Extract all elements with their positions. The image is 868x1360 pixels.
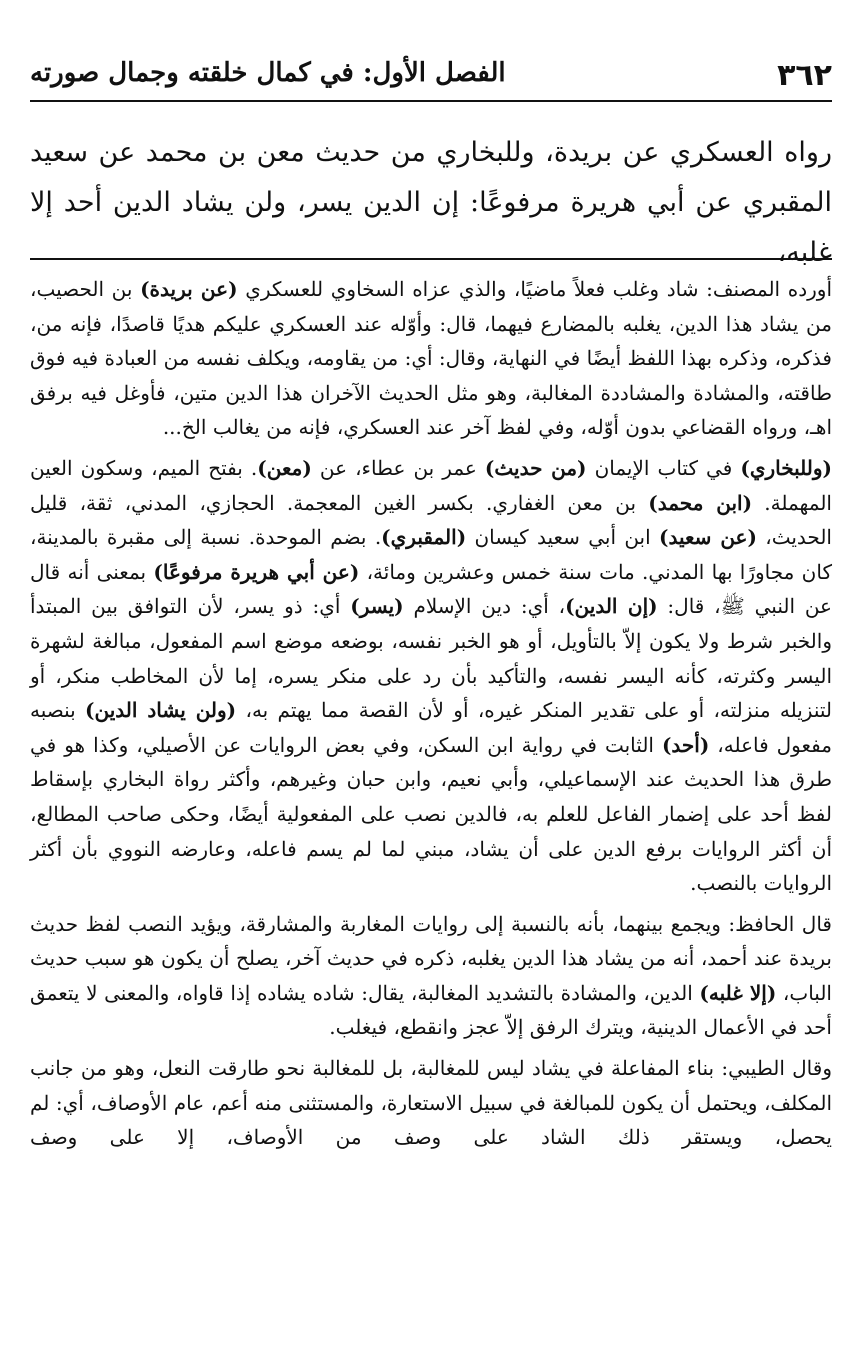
commentary-text: ، أي: دين الإسلام [403,594,566,619]
commentary-text: قال الحافظ: ويجمع بينهما، بأنه بالنسبة إلى روايات المغاربة والمشارقة، ويؤيد النصب لفظ حديث بريدة عند أحمد، أنه من يشاد هذا الدين يغلبه، ذكره في حديث آخر، يصلح أن يكون هو سبب حديث الباب، [30,911,832,1005]
commentary-text: في كتاب الإيمان [586,455,741,480]
commentary-text: عمر بن عطاء، عن [311,455,485,480]
commentary-text: بن معن الغفاري. بكسر الغين المعجمة. الحجازي، المدني، ثقة، قليل الحديث، [30,490,832,550]
quoted-term: (أحد) [661,732,710,757]
commentary-text: . بفتح الميم، وسكون العين المهملة. [30,455,832,515]
quoted-term: (عن أبي هريرة مرفوعًا) [153,559,360,584]
main-text [30,128,832,278]
quoted-term: (يسر) [350,594,404,619]
commentary-text: . بضم الموحدة. نسبة إلى مقبرة بالمدينة، كان مجاورًا بها المدني. مات سنة خمس وعشرين ومائة، [30,525,832,584]
commentary [30,272,832,1161]
quoted-term: (عن سعيد) [659,525,757,550]
commentary-text: بمعنى أنه قال عن النبي ﷺ، قال: [30,559,832,619]
quoted-term: (ولن يشاد الدين) [85,698,237,723]
footnote-separator [30,258,832,260]
quoted-term: (عن بريدة) [140,277,238,301]
commentary-text: وقال الطيبي: بناء المفاعلة في يشاد ليس للمغالبة، بل للمغالبة نحو طارقت النعل، وهو من جانب المكلف، ويحتمل أن يكون للمبالغة في سبيل الاستعارة، والمستثنى منه أعم، عام الأوصاف، أي: لم يحصل، ويستقر ذلك الشاد على وصف من الأوصاف، إلا على وصف [30,1056,832,1150]
quoted-term: (وللبخاري) [740,455,833,480]
commentary-text: الثابت في رواية ابن السكن، وفي بعض الروايات عن الأصيلي، وكذا هو في طرق هذا الحديث عند الإسماعيلي، وأبي نعيم، وابن حبان وغيرهم، وأكثر رواة البخاري بإسقاط لفظ أحد على إضمار الفاعل للعلم به، فالدين نصب على المفعولية أيضًا، وحكى صاحب المطالع، أن أكثر الروايات برفع الدين على أن يشاد، مبني لما لم يسم فاعله، وعارضه النووي بأن أكثر الروايات بالنصب. [30,732,832,896]
commentary-paragraph [30,1051,832,1155]
commentary-text: الدين، والمشادة بالتشديد المغالبة، يقال: شاده يشاده إذا قاواه، والمعنى لا يتعمق أحد في الأعمال الدينية، ويترك الرفق إلاّ عجز وانقطع، فيغلب. [30,980,832,1040]
main-text-line: رواه العسكري عن بريدة، وللبخاري من حديث معن بن محمد عن سعيد [30,137,832,168]
commentary-text: بنصبه مفعول فاعله، [30,698,832,757]
commentary-paragraph [30,907,832,1045]
quoted-term: (معن) [257,455,312,480]
page-header [30,52,832,102]
quoted-term: (ابن محمد) [648,490,753,515]
commentary-text: أي: ذو يسر، لأن التوافق بين المبتدأ والخبر شرط ولا يكون إلاّ بالتأويل، أو هو الخبر نفسه، بوضعه موضع اسم المفعول، مبالغة لشهرة اليسر وكثرته، كأنه اليسر نفسه، والتأكيد بأن رد على منكر يسره، إما لأن المخاطب منكر، أو لتنزيله منزلته، أو على تقدير المنكر غيره، أو لأن القصة مما يهتم به، [30,594,832,723]
commentary-text: بن الحصيب، من يشاد هذا الدين، يغلبه بالمضارع فيهما، قال: وأوّله عند العسكري عليكم هديًا قاصدًا، فإنه من، فذكره، وذكره بهذا اللفظ أيضًا في النهاية، وقال: أي: من يقاومه، ويكلف نفسه من العبادة فيه فوق طاقته، والمشادة والمشاددة المغالبة، وهو مثل الحديث الآخران هذا الدين متين، فأوغل فيه برفق اهـ، ورواه القضاعي بدون أوّله، وفي لفظ آخر عند العسكري، فإنه من يغالب الخ... [30,277,832,440]
commentary-paragraph [30,451,832,901]
quoted-term: (إلا غلبه) [699,980,777,1005]
commentary-text: ابن أبي سعيد كيسان [466,525,659,550]
main-text-line: المقبري عن أبي هريرة مرفوعًا: إن الدين يسر، ولن يشاد الدين أحد إلا غلبه، [30,187,832,268]
quoted-term: (المقبري) [381,525,467,550]
commentary-text: أورده المصنف: شاد وغلب فعلاً ماضيًا، والذي عزاه السخاوي للعسكري [237,277,832,301]
page-number: ٣٦٢ [777,58,832,93]
commentary-paragraph [30,272,832,445]
quoted-term: (إن الدين) [565,594,658,619]
running-title: الفصل الأول: في كمال خلقته وجمال صورته [30,58,506,88]
quoted-term: (من حديث) [484,455,587,480]
